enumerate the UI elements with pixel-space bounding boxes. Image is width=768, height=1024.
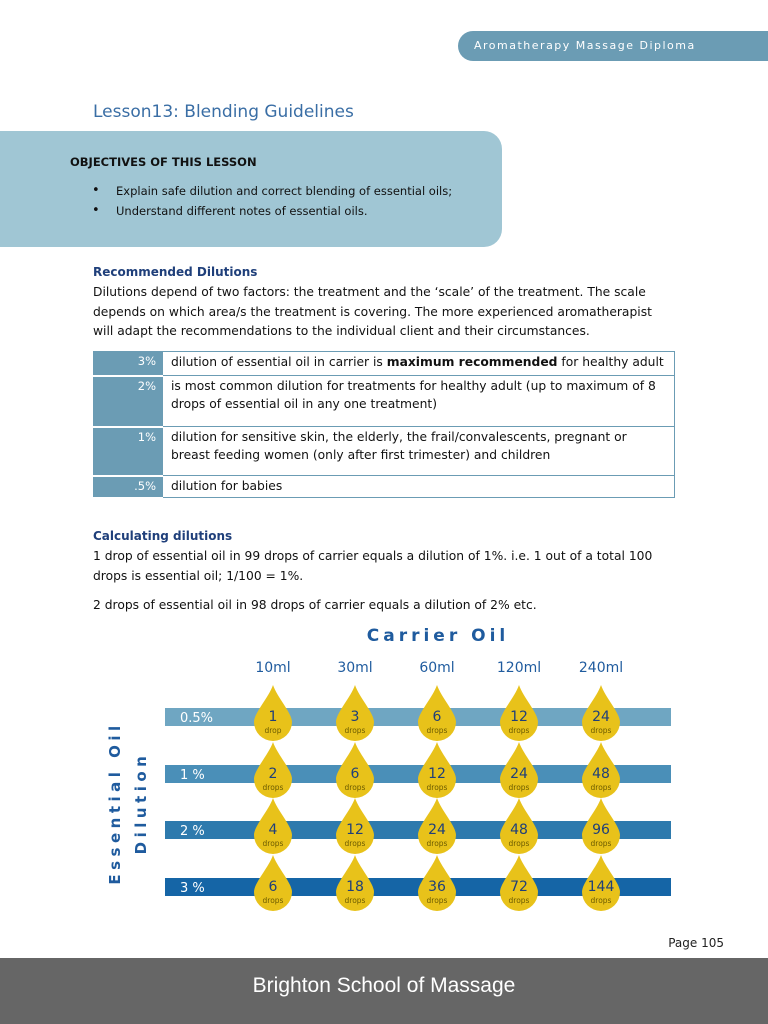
column-header: 10ml xyxy=(255,660,291,676)
drop-count: 4 xyxy=(268,822,278,838)
drop-count: 1 xyxy=(268,709,278,725)
drop-count: 12 xyxy=(346,822,364,838)
dilution-percent: 1% xyxy=(94,427,163,476)
drop-unit: drops xyxy=(262,783,284,792)
dilution-infographic xyxy=(95,615,685,920)
drop-count: 6 xyxy=(268,879,278,895)
drop-count: 48 xyxy=(592,766,610,782)
drop-count: 2 xyxy=(268,766,278,782)
page-number: Page 105 xyxy=(668,936,724,950)
dilution-table xyxy=(93,351,675,499)
table-row xyxy=(94,427,675,476)
drop-count: 48 xyxy=(510,822,528,838)
objective-item: • Understand different notes of essential oils. xyxy=(92,204,452,224)
drop-unit: drop xyxy=(264,726,282,735)
drop-unit: drops xyxy=(508,839,530,848)
objectives-box xyxy=(0,131,502,247)
drop-count: 72 xyxy=(510,879,528,895)
dilution-description: dilution for sensitive skin, the elderly, the frail/convalescents, pregnant or breast feeding women (only after first trimester) and children xyxy=(163,427,675,476)
drop-count: 6 xyxy=(432,709,442,725)
drop-unit: drops xyxy=(262,896,284,905)
recommended-dilutions-heading: Recommended Dilutions xyxy=(93,265,258,279)
drop-unit: drops xyxy=(590,896,612,905)
drop-count: 18 xyxy=(346,879,364,895)
objective-item: • Explain safe dilution and correct blending of essential oils; xyxy=(92,184,452,204)
drop-count: 6 xyxy=(350,766,360,782)
column-header: 60ml xyxy=(419,660,455,676)
column-header: 120ml xyxy=(496,660,542,676)
recommended-dilutions-paragraph: Dilutions depend of two factors: the treatment and the ‘scale’ of the treatment. The scale depends on which area/s the treatment is covering. The more experienced aromatherapist will adapt the recommendations to the individual client and their circumstances. xyxy=(93,285,652,338)
drop-count: 12 xyxy=(510,709,528,725)
drop-count: 24 xyxy=(428,822,446,838)
drop-count: 144 xyxy=(587,879,615,895)
calculating-paragraph-2: 2 drops of essential oil in 98 drops of carrier equals a dilution of 2% etc. xyxy=(93,598,537,612)
drop-unit: drops xyxy=(590,783,612,792)
row-label: 1 % xyxy=(180,768,205,783)
table-row xyxy=(94,476,675,498)
row-label: 0.5% xyxy=(180,711,214,726)
drop-unit: drops xyxy=(426,783,448,792)
drop-count: 24 xyxy=(592,709,610,725)
lesson-title: Lesson13: Blending Guidelines xyxy=(93,102,354,122)
chart-title: Carrier Oil xyxy=(366,626,510,646)
drop-count: 3 xyxy=(350,709,360,725)
objectives-heading: OBJECTIVES OF THIS LESSON xyxy=(70,155,257,169)
dilution-description: is most common dilution for treatments for healthy adult (up to maximum of 8 drops of essential oil in any one treatment) xyxy=(163,376,675,427)
table-row xyxy=(94,352,675,376)
school-name: Brighton School of Massage xyxy=(252,974,516,997)
drop-unit: drops xyxy=(508,783,530,792)
calculating-dilutions-heading: Calculating dilutions xyxy=(93,529,233,543)
drop-count: 24 xyxy=(510,766,528,782)
row-label: 3 % xyxy=(180,881,205,896)
calculating-paragraph-1: 1 drop of essential oil in 99 drops of carrier equals a dilution of 1%. i.e. 1 out of a total 100 drops is essential oil; 1/100 = 1%. xyxy=(93,549,653,583)
drop-unit: drops xyxy=(426,726,448,735)
drop-unit: drops xyxy=(344,896,366,905)
dilution-percent: 3% xyxy=(94,352,163,376)
drop-unit: drops xyxy=(590,839,612,848)
y-axis-label: Dilution xyxy=(132,751,150,855)
y-axis-label: Essential Oil xyxy=(106,721,124,885)
drop-count: 36 xyxy=(428,879,446,895)
drop-unit: drops xyxy=(426,896,448,905)
column-header: 240ml xyxy=(578,660,624,676)
row-label: 2 % xyxy=(180,824,205,839)
drop-unit: drops xyxy=(508,896,530,905)
dilution-description: dilution for babies xyxy=(163,476,675,498)
column-header: 30ml xyxy=(337,660,373,676)
dilution-percent: 2% xyxy=(94,376,163,427)
drop-count: 12 xyxy=(428,766,446,782)
document-header-tab xyxy=(458,31,768,61)
drop-unit: drops xyxy=(508,726,530,735)
dilution-percent: .5% xyxy=(94,476,163,498)
objectives-list xyxy=(92,184,452,224)
drop-unit: drops xyxy=(426,839,448,848)
table-row xyxy=(94,376,675,427)
drop-unit: drops xyxy=(344,726,366,735)
drop-count: 96 xyxy=(592,822,610,838)
drop-unit: drops xyxy=(590,726,612,735)
header-title: Aromatherapy Massage Diploma xyxy=(474,39,696,52)
footer xyxy=(0,958,768,1024)
drop-unit: drops xyxy=(344,783,366,792)
dilution-description: dilution of essential oil in carrier is maximum recommended for healthy adult xyxy=(163,352,675,376)
drop-unit: drops xyxy=(344,839,366,848)
drop-unit: drops xyxy=(262,839,284,848)
